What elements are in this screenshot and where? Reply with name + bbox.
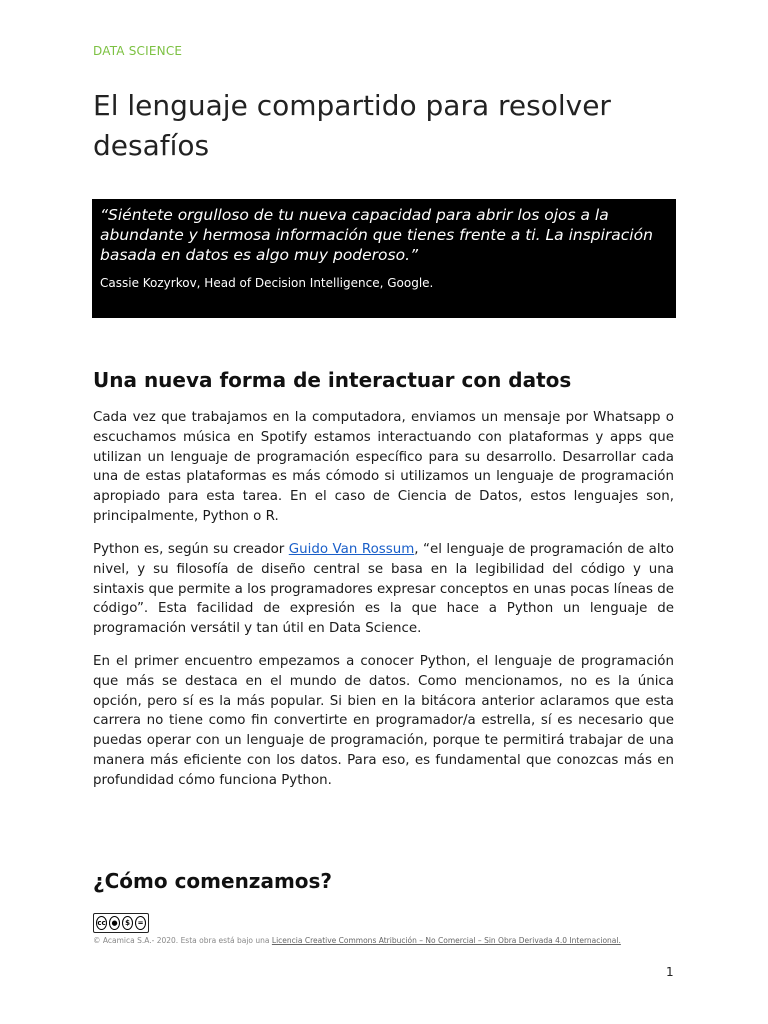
footer-copyright <box>93 936 693 945</box>
quote-author: Cassie Kozyrkov, Head of Decision Intelligence, Google. <box>100 276 434 290</box>
paragraph-text: Python es, según su creador <box>93 542 289 557</box>
page-title: El lenguaje compartido para resolver desafíos <box>93 89 611 162</box>
nc-icon: $ <box>122 916 133 930</box>
paragraph: En el primer encuentro empezamos a conocer Python, el lenguaje de programación que más se destaca en el mundo de datos. Como mencionamos, no es la única opción, pero sí es la más popular. Si bien en la bitácora anterior aclaramos que esta carrera no tiene como fin convertirte en programador/a estrella, sí es necesario que puedas operar con un lenguaje de programación, porque te permitirá trabajar de una manera más eficiente con los datos. Para eso, es fundamental que conozcas más en profundidad cómo funciona Python. <box>93 654 674 788</box>
section-heading: ¿Cómo comenzamos? <box>93 869 333 893</box>
footer-copyright-text: © Acamica S.A.- 2020. Esta obra está bajo una <box>93 936 272 945</box>
section-heading: Una nueva forma de interactuar con datos <box>93 368 572 392</box>
paragraph: Cada vez que trabajamos en la computadora, enviamos un mensaje por Whatsapp o escuchamos música en Spotify estamos interactuando con plataformas y apps que utilizan un lenguaje de programación específico para su desarrollo. Desarrollar cada una de estas plataformas es más cómodo si utilizamos un lenguaje de programación apropiado para esta tarea. En el caso de Ciencia de Datos, estos lenguajes son, principalmente, Python o R. <box>93 410 674 524</box>
section-category-label: DATA SCIENCE <box>93 44 183 58</box>
by-icon: ● <box>109 916 120 930</box>
paragraph <box>93 540 674 639</box>
paragraph-text: , “el lenguaje de programación de alto nivel, y su filosofía de diseño central se basa en la legibilidad del código y una sintaxis que permite a los programadores expresar conceptos en unas pocas líneas de código”. Esta facilidad de expresión es la que hace a Python un lenguaje de programación versátil y tan útil en Data Science. <box>93 542 675 637</box>
creative-commons-license-icon[interactable] <box>93 913 149 933</box>
nd-icon: = <box>135 916 146 930</box>
license-link[interactable]: Licencia Creative Commons Atribución – No Comercial – Sin Obra Derivada 4.0 Internacional. <box>271 936 621 945</box>
cc-icon: cc <box>96 916 107 930</box>
page-number: 1 <box>666 965 674 979</box>
quote-box <box>92 199 676 318</box>
guido-van-rossum-link[interactable]: Guido Van Rossum <box>288 542 415 557</box>
quote-text: “Siéntete orgulloso de tu nueva capacidad para abrir los ojos a la abundante y hermosa información que tienes frente a ti. La inspiración basada en datos es algo muy poderoso.” <box>100 206 653 264</box>
